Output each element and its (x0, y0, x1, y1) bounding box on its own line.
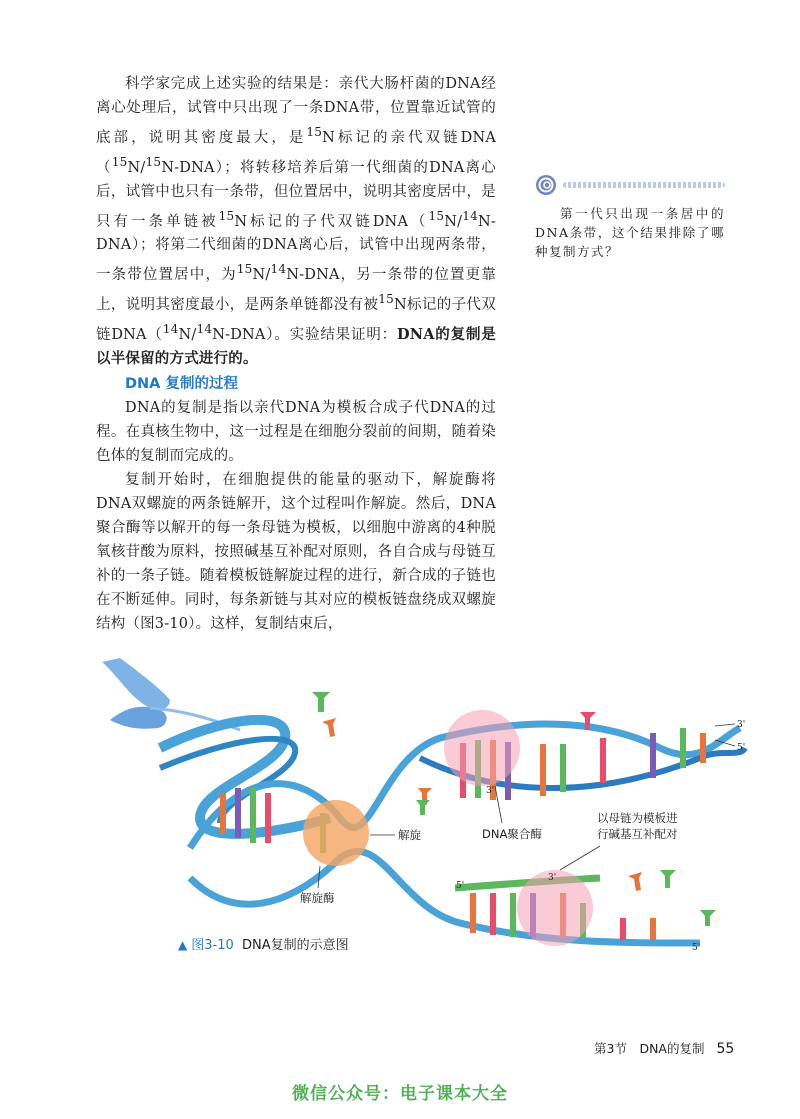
page-number: 55 (716, 1041, 735, 1057)
page-footer (594, 1039, 734, 1057)
helicase-enzyme (303, 800, 369, 866)
dna-polymerase-upper (444, 710, 520, 786)
caption-number: 图3-10 (191, 938, 234, 953)
sidebar-question-text: 第一代只出现一条居中的DNA条带，这个结果排除了哪种复制方式？ (535, 206, 725, 259)
label-template-pairing-1: 以母链为模板进 (597, 811, 678, 825)
end-label-3-mid: 3' (486, 786, 495, 796)
caption-text: DNA复制的示意图 (242, 938, 349, 953)
end-label-3-top: 3' (737, 720, 746, 730)
experiment-result-text: 科学家完成上述实验的结果是：亲代大肠杆菌的DNA经离心处理后，试管中只出现了一条DNA带，位置靠近试管的底部，说明其密度最大，是$^{15}$N标记的亲代双链DNA（$^{15}$N/$^{15}$N-DNA）；将转移培养后第一代细菌的DNA离心后，试管中也只有一条带，但位置居中，说明其密度居中，是只有一条单链被$^{15}$N标记的子代双链DNA（$^{15}$N/$^{14}$N-DNA）；将第二代细菌的DNA离心后，试管中出现两条带，一条带位置居中，为$^{15}$N/$^{14}$N-DNA，另一条带的位置更靠上，说明其密度最小，是两条单链都没有被$^{15}$N标记的子代双链DNA（$^{14}$N/$^{14}$N-DNA）。实验结果证明：DNA的复制是以半保留的方式进行的。 (96, 76, 496, 367)
question-swirl-icon (535, 174, 557, 196)
end-label-5-bottom: 5' (692, 943, 701, 953)
footer-section: 第3节 DNA的复制 (594, 1041, 705, 1056)
figure-caption (178, 934, 349, 953)
sidebar-divider (563, 182, 725, 188)
label-template-pairing-2: 行碱基互补配对 (597, 827, 678, 841)
watermark-text: 微信公众号：电子课本大全 (292, 1084, 508, 1104)
end-label-5-lower: 5' (456, 881, 465, 891)
replication-steps-text: 复制开始时，在细胞提供的能量的驱动下，解旋酶将DNA双螺旋的两条链解开，这个过程叫作解旋。然后，DNA聚合酶等以解开的每一条母链为模板，以细胞中游离的4种脱氧核苷酸为原料，按照碱基互补配对原则，各自合成与母链互补的一条子链。随着模板链解旋过程的进行，新合成的子链也在不断延伸。同时，每条新链与其对应的模板链盘绕成双螺旋结构（图3-10）。这样，复制结束后， (96, 472, 496, 632)
label-unwinding: 解旋 (398, 828, 421, 842)
section-heading: DNA 复制的过程 (125, 376, 238, 392)
end-label-5-top: 5' (737, 743, 746, 753)
label-helicase: 解旋酶 (300, 891, 335, 905)
paragraph-replication-process (96, 396, 496, 636)
replication-definition-text: DNA的复制是指以亲代DNA为模板合成子代DNA的过程。在真核生物中，这一过程是在细胞分裂前的间期，随着染色体的复制而完成的。 (96, 400, 496, 464)
paragraph-experiment-result (96, 72, 496, 371)
label-dna-polymerase: DNA聚合酶 (482, 827, 542, 841)
chromosome-illustration (102, 658, 240, 730)
dna-replication-figure (0, 648, 800, 968)
parental-helix (160, 720, 330, 834)
end-label-3-lower: 3' (548, 873, 557, 883)
caption-triangle-icon: ▲ (178, 938, 188, 952)
